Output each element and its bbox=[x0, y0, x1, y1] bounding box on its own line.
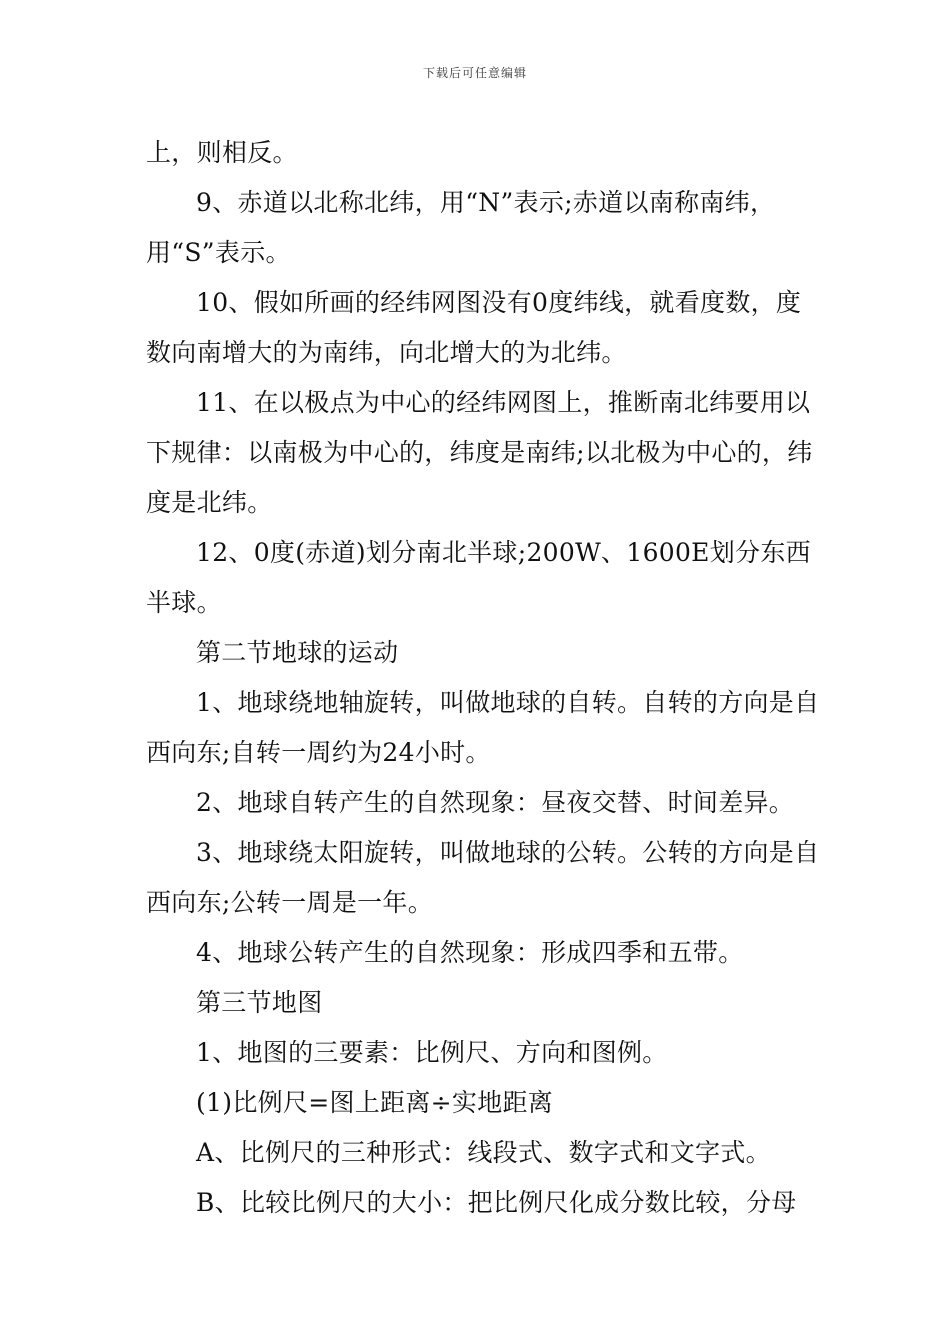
paragraph-item-9: 9、赤道以北称北纬，用“N”表示;赤道以南称南纬，用“S”表示。 bbox=[146, 188, 776, 267]
paragraph-rotation-phenomena: 2、地球自转产生的自然现象：昼夜交替、时间差异。 bbox=[196, 788, 795, 817]
section-heading-earth-motion: 第二节地球的运动 bbox=[196, 638, 399, 667]
paragraph-scale-forms: A、比例尺的三种形式：线段式、数字式和文字式。 bbox=[196, 1138, 771, 1167]
paragraph-item-11: 11、在以极点为中心的经纬网图上，推断南北纬要用以下规律：以南极为中心的，纬度是南纬;以北极为中心的，纬度是北纬。 bbox=[146, 388, 813, 517]
paragraph-scale-formula: (1)比例尺=图上距离÷实地距离 bbox=[196, 1088, 554, 1117]
paragraph-revolution: 3、地球绕太阳旋转，叫做地球的公转。公转的方向是自西向东;公转一周是一年。 bbox=[146, 838, 820, 917]
paragraph-revolution-phenomena: 4、地球公转产生的自然现象：形成四季和五带。 bbox=[196, 938, 744, 967]
section-heading-maps: 第三节地图 bbox=[196, 988, 323, 1017]
page-header: 下载后可任意编辑 bbox=[422, 66, 527, 80]
paragraph-scale-compare: B、比较比例尺的大小：把比例尺化成分数比较，分母 bbox=[196, 1188, 797, 1217]
paragraph-item-12: 12、0度(赤道)划分南北半球;200W、1600E划分东西半球。 bbox=[146, 538, 811, 617]
document-body bbox=[146, 128, 820, 1228]
paragraph-continuation: 上，则相反。 bbox=[146, 138, 298, 167]
paragraph-rotation: 1、地球绕地轴旋转，叫做地球的自转。自转的方向是自西向东;自转一周约为24小时。 bbox=[146, 688, 820, 767]
paragraph-map-elements: 1、地图的三要素：比例尺、方向和图例。 bbox=[196, 1038, 668, 1067]
paragraph-item-10: 10、假如所画的经纬网图没有0度纬线，就看度数，度数向南增大的为南纬，向北增大的为北纬。 bbox=[146, 288, 802, 367]
